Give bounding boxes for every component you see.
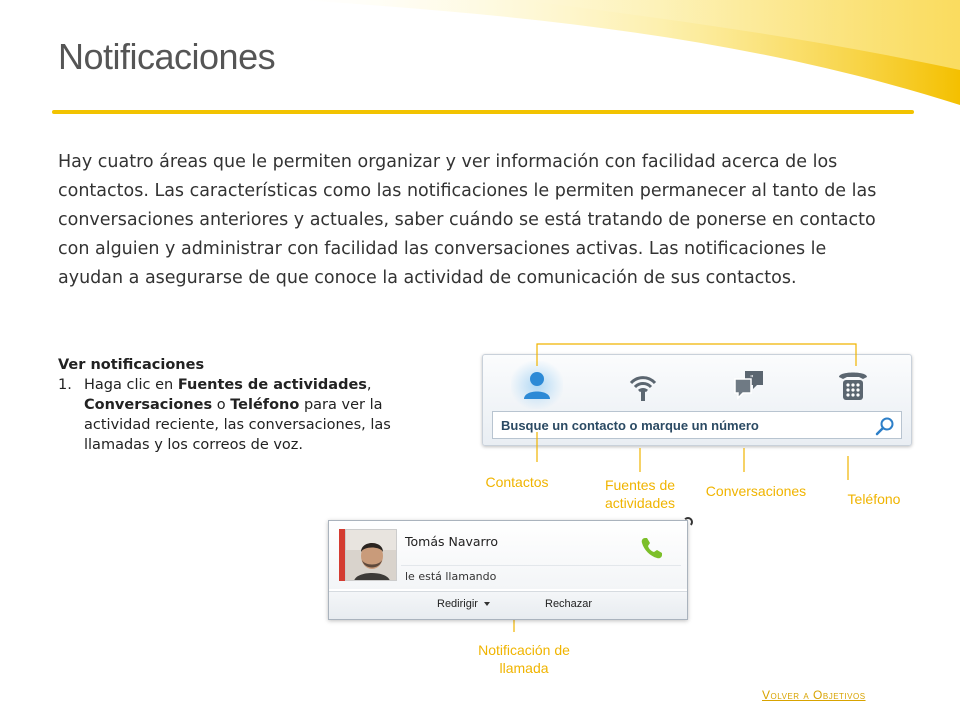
callout-telefono: Teléfono: [847, 491, 901, 507]
chevron-down-icon: [484, 602, 490, 606]
tab-conversaciones[interactable]: [729, 365, 769, 405]
page-title: Notificaciones: [58, 36, 276, 77]
redirect-button[interactable]: [437, 598, 490, 610]
step-text: Haga clic en Fuentes de actividades, Conversaciones o Teléfono para ver la actividad reciente, las conversaciones, las llamadas y los correos de voz.: [84, 377, 391, 453]
instructions-heading: Ver notificaciones: [58, 357, 205, 373]
desk-phone-icon: [835, 367, 871, 403]
tab-contactos[interactable]: [517, 365, 557, 405]
svg-text:": ": [750, 374, 754, 383]
lync-contact-panel: [482, 354, 912, 446]
incoming-call-notification[interactable]: [328, 520, 688, 620]
card-corner-mark: [683, 517, 693, 527]
instruction-step: [58, 375, 438, 455]
search-placeholder: Busque un contacto o marque un número: [501, 417, 759, 433]
conversation-bubbles-icon: [731, 367, 767, 403]
back-to-objectives-link[interactable]: Volver a Objetivos: [762, 688, 866, 702]
caller-name: Tomás Navarro: [405, 534, 498, 549]
redirect-label: Redirigir: [437, 598, 478, 610]
callout-contactos: Contactos: [485, 474, 549, 490]
title-divider: [52, 110, 914, 114]
caller-avatar: [345, 529, 397, 581]
caller-divider: [401, 565, 681, 566]
answer-phone-icon[interactable]: [639, 535, 665, 561]
person-icon: [520, 368, 554, 402]
call-status-text: le está llamando: [405, 570, 497, 583]
reject-button[interactable]: [545, 598, 592, 610]
tab-fuentes-de-actividades[interactable]: [623, 365, 663, 405]
callout-notificacion-de-llamada: Notificación de llamada: [478, 642, 570, 676]
divider-glow: [914, 107, 930, 117]
tab-telefono[interactable]: [833, 365, 873, 405]
call-actions-bar: [329, 591, 687, 619]
contact-search-input[interactable]: [492, 411, 902, 439]
search-icon[interactable]: [875, 416, 895, 436]
instructions: [58, 355, 438, 455]
step-number: 1.: [58, 377, 72, 393]
intro-paragraph: Hay cuatro áreas que le permiten organizar y ver información con facilidad acerca de los contactos. Las características como las notificaciones le permiten permanecer al tanto de las conversaciones anteriores y actuales, saber cuándo se está tratando de ponerse en contacto con alguien y administrar con facilidad las conversaciones activas. Las notificaciones le ayudan a asegurarse de que conoce la actividad de comunicación de sus contactos.: [58, 152, 877, 288]
callout-conversaciones: Conversaciones: [705, 483, 807, 499]
callout-fuentes-de-actividades: Fuentes de actividades: [604, 477, 676, 511]
activity-feed-icon: [625, 367, 661, 403]
reject-label: Rechazar: [545, 598, 593, 610]
